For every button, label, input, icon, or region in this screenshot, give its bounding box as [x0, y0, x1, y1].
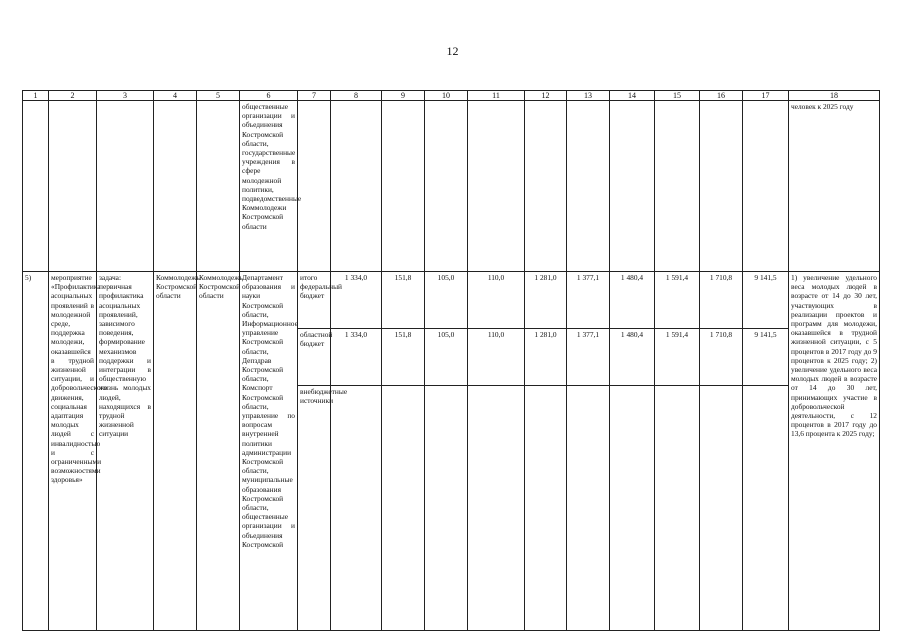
executor-cell: общественные организации и объединения Костромской области, государственные учреждения в сфере молодежной политики, подведомственные Коммолодежи Костромской области: [240, 101, 298, 272]
column-number: 9: [382, 91, 425, 101]
table-cell: [610, 101, 655, 272]
value-cell: [610, 386, 655, 631]
funding-source-cell: итого федеральный бюджет: [298, 272, 331, 329]
column-number: 16: [700, 91, 743, 101]
indicators-cell: 1) увеличение удельного веса молодых людей в возрасте от 14 до 30 лет, участвующих в реализации проектов и программ для молодежи, оказавшейся в трудной жизненной ситуации, с 5 процентов в 2017 году до 9 процентов к 2025 году; 2) увеличение удельного веса молодых людей в возрасте от 14 до 30 лет, принимающих участие в добровольческой деятельности, с 12 процентов в 2017 году до 13,6 процента к 2025 году;: [789, 272, 880, 631]
column-number: 2: [49, 91, 97, 101]
column-number: 13: [567, 91, 610, 101]
table-cell: [298, 101, 331, 272]
page-number: 12: [446, 44, 459, 58]
value-cell: 1 334,0: [331, 272, 382, 329]
value-cell: 1 281,0: [525, 329, 567, 386]
value-cell: [382, 386, 425, 631]
value-cell: 1 480,4: [610, 329, 655, 386]
column-number: 6: [240, 91, 298, 101]
column-number: 17: [743, 91, 789, 101]
table-cell: [331, 101, 382, 272]
budget-table: [22, 90, 880, 631]
column-number: 15: [655, 91, 700, 101]
value-cell: [700, 386, 743, 631]
value-cell: [525, 386, 567, 631]
table-cell: [525, 101, 567, 272]
value-cell: [567, 386, 610, 631]
value-cell: 1 281,0: [525, 272, 567, 329]
table-cell: [700, 101, 743, 272]
column-number: 8: [331, 91, 382, 101]
table-cell: [425, 101, 468, 272]
value-cell: [331, 386, 382, 631]
value-cell: 1 377,1: [567, 329, 610, 386]
value-cell: 110,0: [468, 272, 525, 329]
table-cell: [655, 101, 700, 272]
column-number: 5: [197, 91, 240, 101]
value-cell: [655, 386, 700, 631]
table-cell: [567, 101, 610, 272]
value-cell: 1 377,1: [567, 272, 610, 329]
table-cell: [49, 101, 97, 272]
value-cell: [468, 386, 525, 631]
funding-source-cell: внебюджетные источники: [298, 386, 331, 631]
table-cell: [97, 101, 154, 272]
column-number: 7: [298, 91, 331, 101]
value-cell: 1 591,4: [655, 272, 700, 329]
table-cell: [743, 101, 789, 272]
value-cell: 1 480,4: [610, 272, 655, 329]
responsible-cell: Коммолодежь Костромской области: [154, 272, 197, 631]
column-number: 4: [154, 91, 197, 101]
column-number: 14: [610, 91, 655, 101]
column-number: 10: [425, 91, 468, 101]
value-cell: 110,0: [468, 329, 525, 386]
column-number: 3: [97, 91, 154, 101]
column-number: 18: [789, 91, 880, 101]
value-cell: [743, 386, 789, 631]
value-cell: 1 591,4: [655, 329, 700, 386]
row-number-cell: 5): [23, 272, 49, 631]
table-cell: [154, 101, 197, 272]
column-number: 12: [525, 91, 567, 101]
value-cell: 151,8: [382, 329, 425, 386]
value-cell: 1 710,8: [700, 272, 743, 329]
column-number: 1: [23, 91, 49, 101]
table-row: [23, 272, 880, 329]
indicator-cell: человек к 2025 году: [789, 101, 880, 272]
table-cell: [23, 101, 49, 272]
table-cell: [197, 101, 240, 272]
coexecutor-cell: Коммолодежь Костромской области: [197, 272, 240, 631]
value-cell: [425, 386, 468, 631]
value-cell: 9 141,5: [743, 272, 789, 329]
event-name-cell: мероприятие «Профилактика асоциальных проявлений в молодежной среде, поддержка молодежи, оказавшейся в трудной жизненной ситуации, и добровольческого движения, социальная адаптация молодых людей с инвалидностью и с ограниченными возможностями здоровья»: [49, 272, 97, 631]
table-cell: [382, 101, 425, 272]
value-cell: 1 710,8: [700, 329, 743, 386]
column-number: 11: [468, 91, 525, 101]
task-cell: задача: первичная профилактика асоциальных проявлений, зависимого поведения, формирование механизмов поддержки и интеграции в общественную жизнь молодых людей, находящихся в трудной жизненной ситуации: [97, 272, 154, 631]
value-cell: 1 334,0: [331, 329, 382, 386]
value-cell: 151,8: [382, 272, 425, 329]
column-number-row: [23, 91, 880, 101]
funding-source-cell: областной бюджет: [298, 329, 331, 386]
continuation-row: [23, 101, 880, 272]
executors-cell: Департамент образования и науки Костромской области, Информационное управление Костромской области, Депздрав Костромской области, Комспорт Костромской области, управление по вопросам внутренней политики администрации Костромской области, муниципальные образования Костромской области, общественные организации и объединения Костромской: [240, 272, 298, 631]
value-cell: 105,0: [425, 329, 468, 386]
value-cell: 105,0: [425, 272, 468, 329]
table-cell: [468, 101, 525, 272]
value-cell: 9 141,5: [743, 329, 789, 386]
